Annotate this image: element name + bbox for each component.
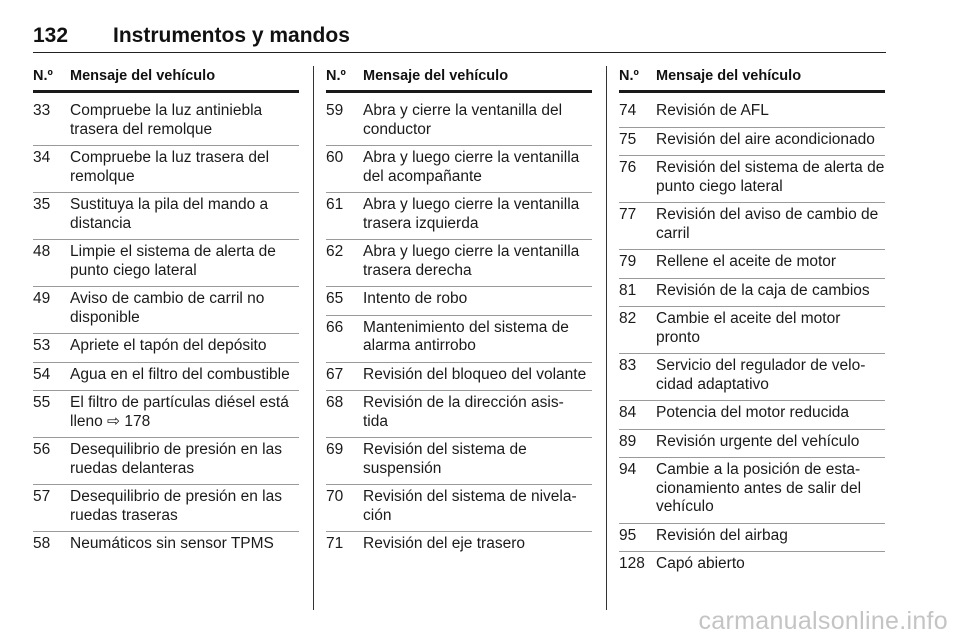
table-row: [33, 146, 299, 193]
table-row: [619, 99, 885, 128]
table-row: [33, 532, 299, 560]
watermark: carmanualsonline.info: [698, 607, 948, 635]
page-title: Instrumentos y mandos: [113, 24, 350, 47]
message-number: 61: [326, 196, 344, 213]
message-table-column-1: [33, 66, 299, 560]
message-number: 79: [619, 253, 637, 270]
message-text: Apriete el tapón del depósito: [70, 337, 267, 354]
message-number: 66: [326, 318, 344, 336]
page-number: 132: [33, 24, 69, 47]
message-text: Abra y luego cierre la ventanilla trasera derecha: [363, 243, 580, 279]
table-row: [619, 279, 885, 308]
column-divider: [313, 66, 314, 610]
header-message: Mensaje del vehículo: [363, 68, 509, 84]
message-text: Abra y cierre la ventanilla del conductor: [363, 102, 563, 138]
table-row: [326, 363, 592, 392]
message-number: 81: [619, 281, 637, 299]
message-number: 84: [619, 404, 637, 421]
message-text: Rellene el aceite de motor: [656, 253, 837, 270]
table-row: [619, 401, 885, 430]
message-number: 70: [326, 488, 344, 505]
table-row: [326, 99, 592, 146]
table-row: [619, 430, 885, 459]
message-table-column-2: [326, 66, 592, 560]
header-message: Mensaje del vehículo: [656, 68, 802, 84]
message-number: 55: [33, 394, 51, 411]
message-number: 62: [326, 243, 344, 260]
header-message: Mensaje del vehículo: [70, 68, 216, 84]
message-text: El filtro de partículas diésel está lleno ⇨ 178: [70, 394, 289, 430]
message-number: 53: [33, 337, 51, 354]
message-text: Compruebe la luz antiniebla trasera del remolque: [70, 102, 263, 138]
table-row: [326, 146, 592, 193]
table-row: [33, 438, 299, 485]
message-number: 60: [326, 149, 344, 166]
table-row: [326, 438, 592, 485]
message-number: 95: [619, 526, 637, 544]
column-divider: [606, 66, 607, 610]
message-text: Revisión de AFL: [656, 102, 769, 119]
table-row: [619, 307, 885, 354]
message-number: 76: [619, 159, 637, 176]
message-text: Revisión urgente del vehículo: [656, 432, 860, 450]
table-row: [326, 193, 592, 240]
table-row: [326, 485, 592, 532]
table-row: [33, 363, 299, 392]
message-text: Abra y luego cierre la ventanilla del acompañante: [363, 149, 580, 185]
message-number: 83: [619, 357, 637, 374]
table-body: [326, 99, 592, 560]
table-row: [619, 354, 885, 401]
message-number: 68: [326, 394, 344, 411]
table-header: [33, 66, 299, 93]
message-text: Desequilibrio de presión en las ruedas traseras: [70, 488, 282, 524]
message-text: Capó abierto: [656, 555, 745, 572]
message-number: 57: [33, 488, 51, 505]
message-text: Revisión de la caja de cambios: [656, 281, 870, 299]
message-text: Servicio del regulador de velo- cidad adaptativo: [656, 357, 866, 393]
message-number: 71: [326, 535, 344, 552]
table-body: [33, 99, 299, 560]
message-number: 94: [619, 461, 637, 478]
message-text: Revisión del eje trasero: [363, 535, 525, 552]
table-row: [619, 203, 885, 250]
table-row: [619, 458, 885, 524]
message-text: Sustituya la pila del mando a distancia: [70, 196, 269, 232]
message-number: 69: [326, 441, 344, 458]
message-text: Revisión del aire acondicionado: [656, 130, 875, 148]
table-row: [33, 334, 299, 363]
table-row: [33, 391, 299, 438]
message-number: 35: [33, 196, 51, 213]
message-number: 128: [619, 555, 645, 572]
table-row: [33, 193, 299, 240]
table-row: [33, 99, 299, 146]
table-row: [33, 240, 299, 287]
message-text: Revisión del aviso de cambio de carril: [656, 206, 879, 242]
message-text: Agua en el filtro del combustible: [70, 365, 290, 383]
message-number: 33: [33, 102, 51, 119]
message-number: 34: [33, 149, 51, 166]
message-text: Cambie a la posición de esta- cionamiento antes de salir del vehículo: [656, 461, 862, 515]
message-text: Intento de robo: [363, 290, 468, 307]
header-number: N.º: [619, 68, 639, 84]
table-header: [326, 66, 592, 93]
message-text: Revisión del airbag: [656, 526, 788, 544]
message-number: 65: [326, 290, 344, 307]
message-text: Limpie el sistema de alerta de punto ciego lateral: [70, 243, 276, 279]
message-text: Aviso de cambio de carril no disponible: [70, 290, 265, 326]
message-text: Neumáticos sin sensor TPMS: [70, 535, 274, 552]
message-number: 75: [619, 130, 637, 148]
message-number: 48: [33, 243, 51, 260]
message-number: 89: [619, 432, 637, 450]
table-row: [326, 316, 592, 363]
table-row: [619, 524, 885, 553]
message-text: Potencia del motor reducida: [656, 404, 850, 421]
message-number: 58: [33, 535, 51, 552]
table-row: [619, 552, 885, 580]
page-header: [33, 22, 886, 53]
message-number: 82: [619, 310, 637, 327]
message-number: 59: [326, 102, 344, 119]
table-row: [33, 287, 299, 334]
message-text: Revisión del sistema de nivela- ción: [363, 488, 577, 524]
table-row: [619, 156, 885, 203]
message-table-column-3: [619, 66, 885, 580]
message-number: 67: [326, 365, 344, 383]
table-row: [619, 250, 885, 279]
table-row: [326, 391, 592, 438]
message-text: Desequilibrio de presión en las ruedas delanteras: [70, 441, 282, 477]
message-text: Revisión del bloqueo del volante: [363, 365, 587, 383]
table-row: [326, 287, 592, 316]
message-number: 54: [33, 365, 51, 383]
header-number: N.º: [326, 68, 346, 84]
message-text: Revisión de la dirección asis- tida: [363, 394, 564, 430]
table-row: [326, 532, 592, 560]
message-text: Cambie el aceite del motor pronto: [656, 310, 841, 346]
header-number: N.º: [33, 68, 53, 84]
message-text: Revisión del sistema de suspensión: [363, 441, 527, 477]
message-text: Mantenimiento del sistema de alarma antirrobo: [363, 318, 569, 354]
message-number: 56: [33, 441, 51, 458]
message-text: Revisión del sistema de alerta de punto ciego lateral: [656, 159, 885, 195]
table-body: [619, 99, 885, 580]
table-row: [326, 240, 592, 287]
message-number: 49: [33, 290, 51, 307]
message-number: 77: [619, 206, 637, 223]
table-row: [619, 128, 885, 157]
table-row: [33, 485, 299, 532]
message-text: Compruebe la luz trasera del remolque: [70, 149, 270, 185]
message-number: 74: [619, 102, 637, 119]
table-header: [619, 66, 885, 93]
message-text: Abra y luego cierre la ventanilla trasera izquierda: [363, 196, 580, 232]
